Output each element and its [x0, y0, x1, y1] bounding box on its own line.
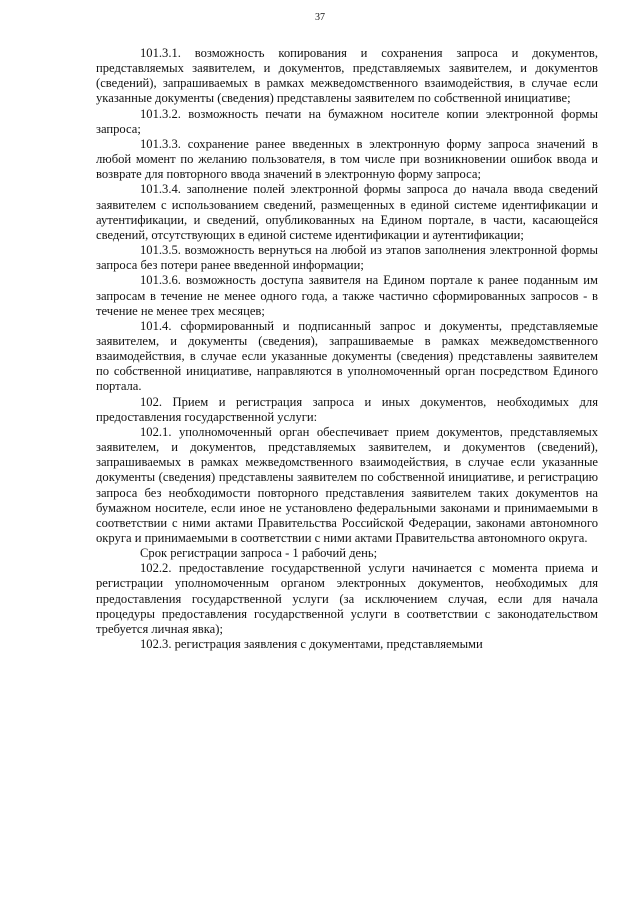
- paragraph-102-1: 102.1. уполномоченный орган обеспечивает прием документов, представляемых заявителем, и документов, представляемых заявителем, и документов (сведений), запрашиваемых в рамках межведомственного взаимодействия, в случае если указанные документы (сведения) представлены заявителем по собственной инициативе, и регистрацию запроса без необходимости повторного представления заявителем таких документов на бумажном носителе, если иное не установлено федеральными законами и принимаемыми в соответствии с ними актами Правительства Российской Федерации, законами автономного округа и принимаемыми в соответствии с ними актами Правительства автономного округа.: [96, 424, 598, 545]
- paragraph-registration-term: Срок регистрации запроса - 1 рабочий день;: [140, 546, 378, 561]
- paragraph-102-2: 102.2. предоставление государственной услуги начинается с момента приема и регистрации уполномоченным органом электронных документов, необходимых для предоставления государственной услуги (за исключением случая, если для начала процедуры предоставления государственной услуги в соответствии с законодательством требуется личная явка);: [96, 561, 598, 636]
- paragraph-101-3-1: 101.3.1. возможность копирования и сохранения запроса и документов, представляемых заявителем, и документов, представляемых заявителем, и документов (сведений), запрашиваемых в рамках межведомственного взаимодействия, в случае если указанные документы (сведения) представлены заявителем по собственной инициативе;: [96, 46, 598, 106]
- paragraph-101-3-3: 101.3.3. сохранение ранее введенных в электронную форму запроса значений в любой момент по желанию пользователя, в том числе при возникновении ошибок ввода и возврате для повторного ввода значений в электронную форму запроса;: [96, 136, 598, 182]
- paragraph-102-3: 102.3. регистрация заявления с документами, представляемыми: [140, 637, 483, 652]
- paragraph-101-3-6: 101.3.6. возможность доступа заявителя на Едином портале к ранее поданным им запросам в течение не менее одного года, а также частично сформированных запросов - в течение не менее трех месяцев;: [96, 273, 598, 318]
- document-body: [96, 46, 598, 652]
- paragraph-101-3-5: 101.3.5. возможность вернуться на любой из этапов заполнения электронной формы запроса без потери ранее введенной информации;: [96, 243, 598, 273]
- paragraph-101-3-4: 101.3.4. заполнение полей электронной формы запроса до начала ввода сведений заявителем с использованием сведений, размещенных в единой системе идентификации и аутентификации, и сведений, опубликованных на Едином портале, в части, касающейся сведений, отсутствующих в единой системе идентификации и аутентификации;: [96, 182, 598, 242]
- paragraph-101-3-2: 101.3.2. возможность печати на бумажном носителе копии электронной формы запроса;: [96, 106, 598, 136]
- paragraph-102: 102. Прием и регистрация запроса и иных документов, необходимых для предоставления государственной услуги:: [96, 394, 598, 424]
- page-number: 37: [315, 12, 325, 23]
- paragraph-101-4: 101.4. сформированный и подписанный запрос и документы, представляемые заявителем, и документы (сведения), запрашиваемые в рамках межведомственного взаимодействия, в случае если указанные документы (сведения) представлены заявителем по собственной инициативе, направляются в уполномоченный орган посредством Единого портала.: [96, 318, 598, 394]
